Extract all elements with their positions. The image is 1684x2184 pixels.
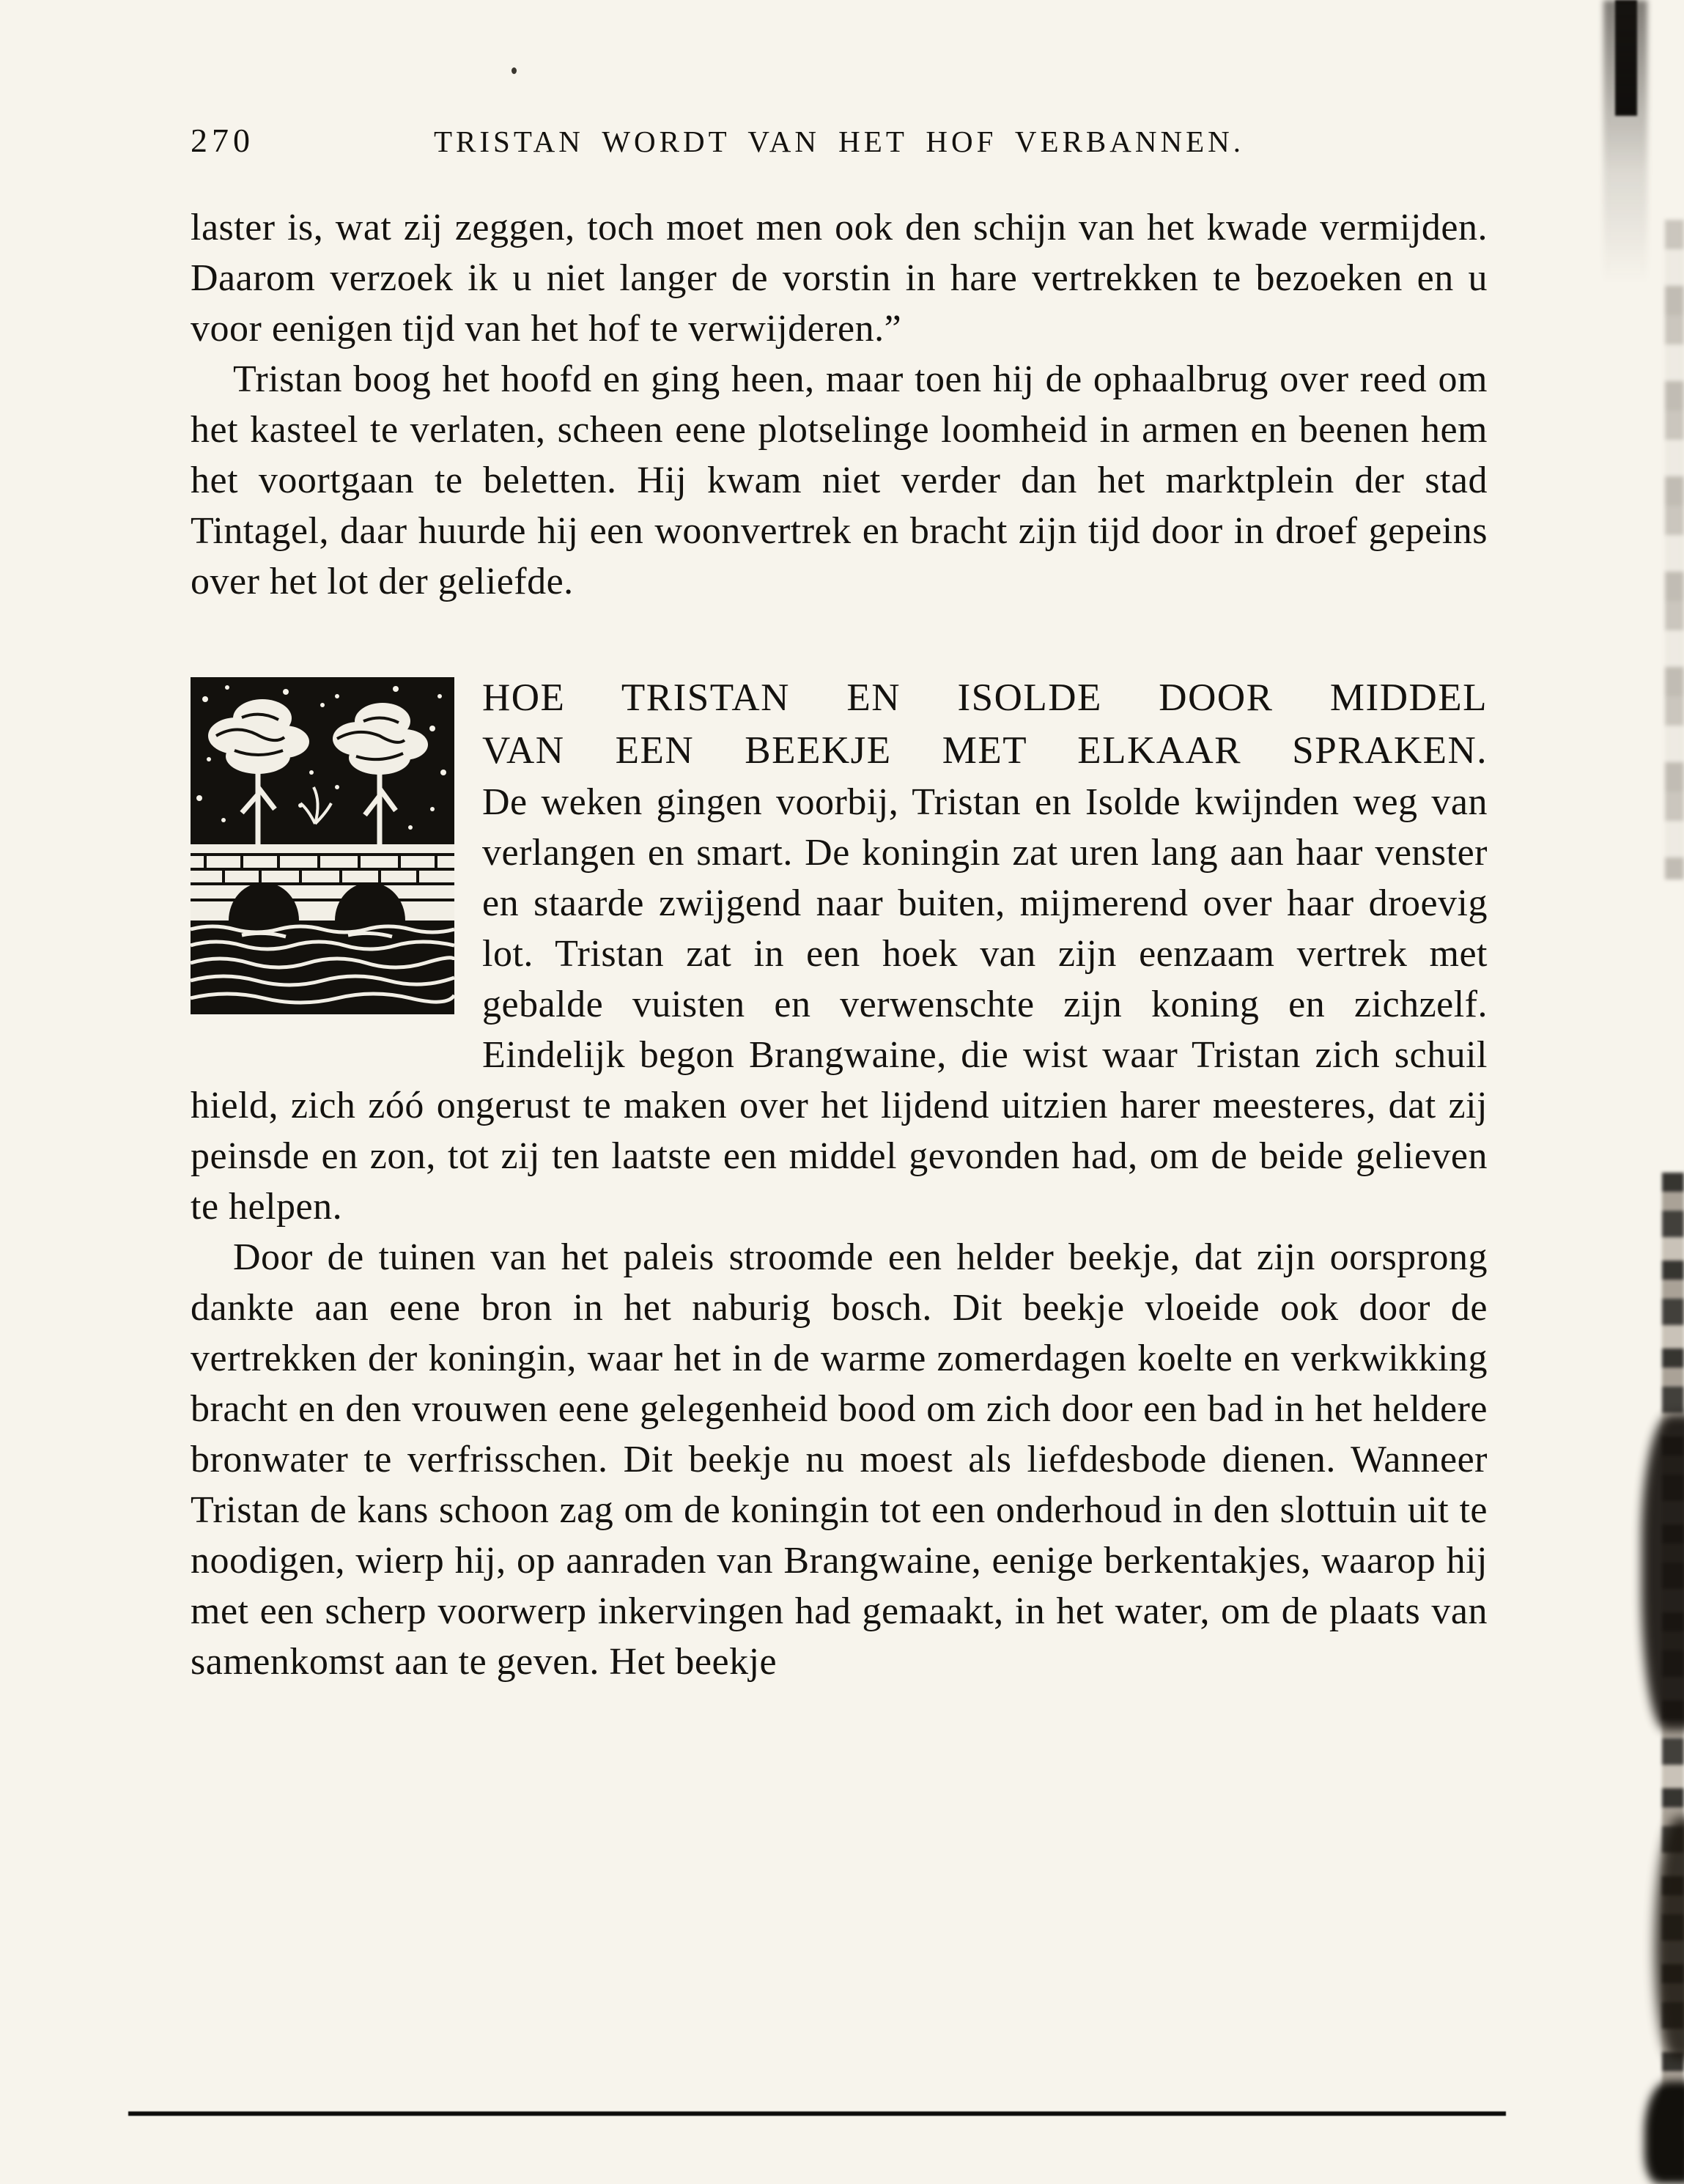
scan-artifact-bottom-line [128,2111,1506,2116]
woodcut-bridge-illustration-icon [191,677,454,1014]
page-number: 270 [191,122,254,159]
paragraph: Door de tuinen van het paleis stroomde een helder beekje, dat zijn oorsprong dankte aan eene bron in het naburig bosch. Dit beekje vloeide ook door de vertrekken der koningin, waar het in de warme zomerdagen koelte en verkwikking bracht en den vrouwen eene gelegenheid bood om zich door een bad in het heldere bronwater te verfrisschen. Dit beekje nu moest als liefdesbode dienen. Wanneer Tristan de kans schoon zag om de koningin tot een onderhoud in den slottuin uit te noodigen, wierp hij, op aanraden van Brangwaine, eenige berkentakjes, waarop hij met een scherp voorwerp inkervingen had gemaakt, in het water, om de plaats van samenkomst aan te geven. Het beekje [191,1236,1488,1683]
scan-artifact-corner-streaks [1603,0,1647,315]
paragraph-continuation: laster is, wat zij zeggen, toch moet men ook den schijn van het kwade vermijden. Daarom verzoek ik u niet langer de vorstin in hare vertrekken te bezoeken en u voor eenigen tijd van het hof te verwijderen.” [191,207,1488,350]
scan-artifact-blotch [1641,1414,1684,1730]
section-title-line-2: VAN EEN BEEKJE MET ELKAAR SPRAKEN. [482,729,1488,772]
chapter-section [191,671,1488,1232]
section-paragraph: De weken gingen voorbij, Tristan en Isolde kwijnden weg van verlangen en smart. De koningin zat uren lang aan haar venster en staarde zwijgend naar buiten, mijmerend over haar droevig lot. Tristan zat in een hoek van zijn eenzaam vertrek met gebalde vuisten en verwenschte zijn koning en zichzelf. Eindelijk begon Brangwaine, die wist waar Tristan zich schuil hield, zich zóó ongerust te maken over het lijdend uitzien harer meesteres, dat zij peinsde en zon, tot zij ten laatste een middel gevonden had, om de beide gelieven te helpen. [191,781,1488,1228]
section-title-line-1: HOE TRISTAN EN ISOLDE DOOR MIDDEL [482,676,1488,719]
paragraph: Tristan boog het hoofd en ging heen, maar toen hij de ophaalbrug over reed om het kasteel te verlaten, scheen eene plotselinge loomheid in armen en beenen hem het voortgaan te beletten. Hij kwam niet verder dan het marktplein der stad Tintagel, daar huurde hij een woonvertrek en bracht zijn tijd door in droef gepeins over het lot der geliefde. [191,358,1488,602]
scan-artifact-blotch [1644,2081,1684,2184]
scan-artifact-speck [512,67,517,74]
page-header [191,121,1488,160]
running-title: TRISTAN WORDT VAN HET HOF VERBANNEN. [433,125,1244,158]
page-body [191,202,1488,1687]
scan-artifact-edge-faint [1665,220,1684,879]
